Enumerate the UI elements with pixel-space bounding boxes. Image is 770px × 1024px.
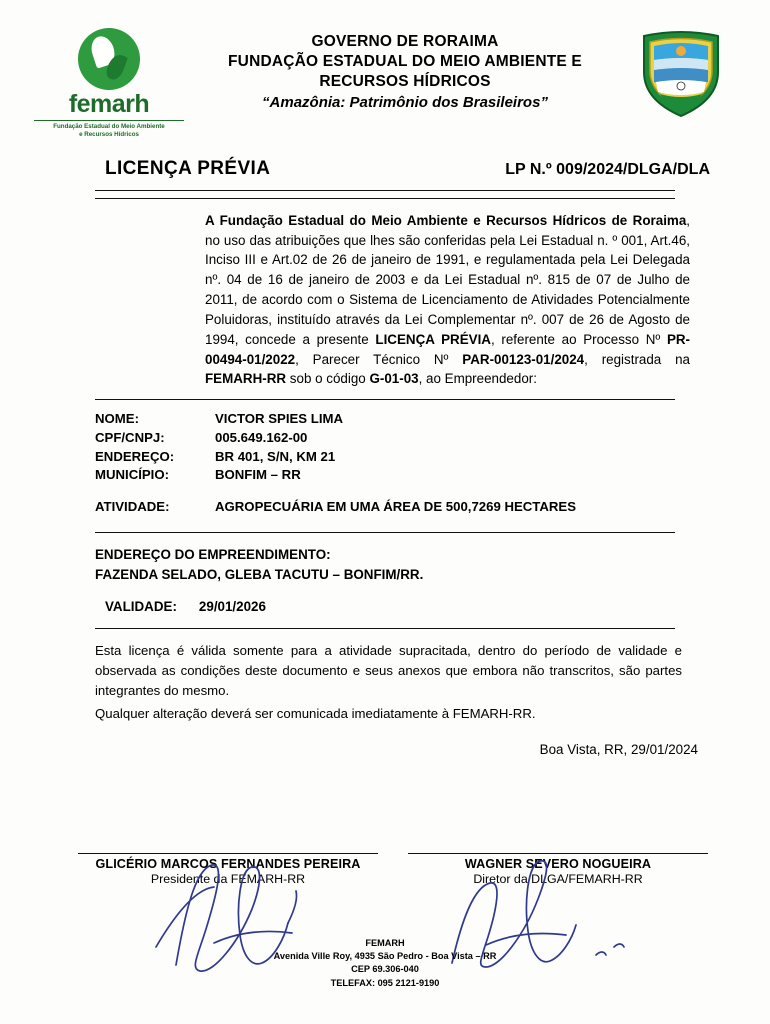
header-titles <box>184 24 626 111</box>
signature-rule <box>408 853 708 854</box>
field-label-nome: NOME: <box>95 411 139 427</box>
femarh-wordmark: femarh <box>68 90 150 118</box>
field-row <box>95 448 690 467</box>
validity-block <box>0 585 770 624</box>
preamble-part-3: LICENÇA PRÉVIA <box>375 331 491 347</box>
field-value-cpf-cnpj: 005.649.162-00 <box>215 429 308 445</box>
field-value-municipio: BONFIM – RR <box>215 467 301 483</box>
field-value-atividade: AGROPECUÁRIA EM UMA ÁREA DE 500,7269 HECTARES <box>215 499 577 515</box>
signature-block-director <box>408 853 708 886</box>
field-value-nome: VICTOR SPIES LIMA <box>215 411 343 427</box>
signature-role-president: Presidente da FEMARH-RR <box>150 871 306 886</box>
header-line-government: GOVERNO DE RORAIMA <box>311 33 499 50</box>
license-title-row <box>0 140 770 186</box>
header-line-resources: RECURSOS HÍDRICOS <box>319 72 491 90</box>
preamble-part-4: , referente ao Processo Nº <box>490 331 667 347</box>
enterprise-address-label: ENDEREÇO DO EMPREENDIMENTO: <box>95 547 331 563</box>
signature-block-president <box>78 853 378 886</box>
preamble-process-number: PR-00494-01/2022 <box>205 331 691 367</box>
femarh-leaf-icon <box>78 28 140 90</box>
preamble-part-2: , no uso das atribuições que lhes são conferidas pela Lei Estadual n. º 001, Art.46, Inciso III e Art.02 de 26 de janeiro de 1991, e regulamentada pela Lei Delegada nº. 04 de 16 de janeiro de 2003 e da Lei Estadual nº. 815 de 07 de Julho de 2011, de acordo com o Sistema de Licenciamento de Atividades Potencialmente Poluidoras, instituído através da Lei Complementar nº. 007 de 26 de Agosto de 1994, concede a presente <box>205 212 690 347</box>
preamble-part-10: sob o código <box>286 371 370 387</box>
field-label-endereco: ENDEREÇO: <box>95 448 175 464</box>
preamble-part-1: A Fundação Estadual do Meio Ambiente e Recursos Hídricos de Roraima <box>205 212 687 228</box>
footer-telefax: TELEFAX: 095 2121-9190 <box>330 977 440 988</box>
enterprise-address-block <box>0 533 770 585</box>
activity-row <box>95 485 690 514</box>
license-number: LP N.º 009/2024/DLGA/DLA <box>505 160 710 178</box>
preamble-part-6: , Parecer Técnico Nº <box>295 351 463 367</box>
femarh-logo-subtitle <box>34 120 184 140</box>
femarh-logo-subtitle-line1: Fundação Estadual do Meio Ambiente <box>53 123 165 130</box>
holder-details <box>0 400 770 520</box>
closing-paragraph-1: Esta licença é válida somente para a atividade supracitada, dentro do período de validade e observada as condições deste documento e seus anexos que embora não transcritos, são partes integrantes do mesmo. <box>95 643 682 699</box>
document-footer <box>0 937 770 990</box>
roraima-coat-of-arms <box>626 24 736 118</box>
field-value-endereco: BR 401, S/N, KM 21 <box>215 448 336 464</box>
header-line-foundation: FUNDAÇÃO ESTADUAL DO MEIO AMBIENTE E <box>228 52 582 70</box>
validity-value: 29/01/2026 <box>198 599 266 615</box>
preamble-technical-opinion-number: PAR-00123-01/2024 <box>462 351 585 367</box>
signature-name-director: WAGNER SEVERO NOGUEIRA <box>464 856 652 871</box>
field-row <box>95 429 690 448</box>
field-label-municipio: MUNICÍPIO: <box>95 467 169 483</box>
femarh-logo-subtitle-line2: e Recursos Hídricos <box>79 131 139 139</box>
footer-address: Avenida Ville Roy, 4935 São Pedro - Boa Vista – RR <box>273 950 497 961</box>
signature-name-president: GLICÉRIO MARCOS FERNANDES PEREIRA <box>95 856 361 871</box>
closing-text <box>0 629 770 723</box>
signature-lines <box>0 853 770 886</box>
preamble-agency: FEMARH-RR <box>205 371 287 387</box>
preamble-part-8: , registrada na <box>584 351 690 367</box>
license-type-label: LICENÇA PRÉVIA <box>105 157 271 179</box>
header-motto: “Amazônia: Patrimônio dos Brasileiros” <box>262 94 548 112</box>
signature-role-director: Diretor da DLGA/FEMARH-RR <box>473 871 643 886</box>
coat-of-arms-icon <box>638 26 724 118</box>
enterprise-address-value: FAZENDA SELADO, GLEBA TACUTU – BONFIM/RR. <box>95 567 424 583</box>
city-date-line: Boa Vista, RR, 29/01/2024 <box>539 741 698 757</box>
document-header <box>0 0 770 140</box>
field-label-atividade: ATIVIDADE: <box>95 499 170 515</box>
license-preamble <box>0 199 770 389</box>
field-row <box>95 410 690 429</box>
signature-rule <box>78 853 378 854</box>
field-row <box>95 466 690 485</box>
validity-label: VALIDADE: <box>105 599 177 615</box>
footer-cep: CEP 69.306-040 <box>351 964 419 975</box>
footer-org: FEMARH <box>365 937 405 948</box>
field-label-cpf-cnpj: CPF/CNPJ: <box>95 429 165 445</box>
femarh-logo <box>34 24 184 140</box>
preamble-part-12: , ao Empreendedor: <box>418 371 537 387</box>
preamble-code: G-01-03 <box>369 371 419 387</box>
closing-paragraph-2: Qualquer alteração deverá ser comunicada imediatamente à FEMARH-RR. <box>95 705 536 721</box>
